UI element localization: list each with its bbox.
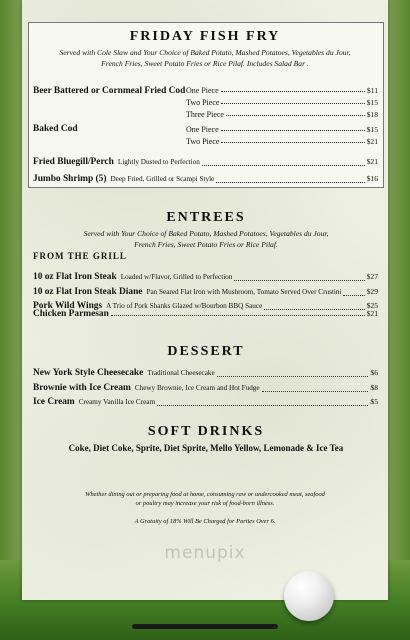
fried-cod-option-1: One Piece $11 xyxy=(186,86,378,95)
entrees-title: ENTREES xyxy=(166,210,246,225)
menu-item-bluegill-perch: Fried Bluegill/Perch Lightly Dusted to Perfection $21 xyxy=(33,157,378,167)
entrees-header xyxy=(32,210,380,250)
menu-item-flat-iron-steak: 10 oz Flat Iron Steak Loaded w/Flavor, Grilled to Perfection $27 xyxy=(33,272,378,282)
soft-drinks-title: SOFT DRINKS xyxy=(147,424,265,439)
menu-item-baked-cod: Baked Cod xyxy=(33,124,78,134)
menu-item-jumbo-shrimp: Jumbo Shrimp (5) Deep Fried, Grilled or Scampi Style $16 xyxy=(33,174,378,184)
menu-item-brownie: Brownie with Ice Cream Chewy Brownie, Ice Cream and Hot Fudge $8 xyxy=(33,383,378,393)
menu-item-fried-cod: Beer Battered or Cornmeal Fried Cod xyxy=(33,86,186,96)
fried-cod-option-2: Two Piece $15 xyxy=(186,98,378,107)
soft-drinks-list: Coke, Diet Coke, Sprite, Diet Sprite, Mello Yellow, Lemonade & Ice Tea xyxy=(68,443,344,453)
food-safety-warning: Whether dining out or preparing food at home, consuming raw or undercooked meat, seafood or poultry may increase your risk of food-born illness. xyxy=(85,491,325,507)
fish-fry-subtitle-2: French Fries, Sweet Potato Fries or Rice Pilaf. Includes Salad Bar . xyxy=(101,59,309,68)
fish-fry-title: FRIDAY FISH FRY xyxy=(129,29,281,44)
baked-cod-option-1: One Piece $15 xyxy=(186,125,378,134)
gratuity-note: A Gratuity of 18% Will Be Charged for Parties Over 6. xyxy=(134,518,276,525)
dessert-title: DESSERT xyxy=(167,344,245,359)
home-indicator-bar[interactable] xyxy=(132,624,278,629)
menu-item-pork-wild-wings: Pork Wild Wings A Trio of Pork Shanks Glazed w/Bourbon BBQ Sauce $25 xyxy=(33,301,378,311)
from-the-grill-heading: FROM THE GRILL xyxy=(33,251,127,261)
dessert-header xyxy=(32,344,380,360)
menu-item-chicken-parmesan: Chicken Parmesan $21 xyxy=(33,309,378,319)
baked-cod-option-2: Two Piece $21 xyxy=(186,137,378,146)
menupix-watermark: menupix xyxy=(164,543,246,563)
soft-drinks-header xyxy=(32,424,380,453)
golf-ball-image xyxy=(284,571,334,621)
fish-fry-subtitle-1: Served with Cole Slaw and Your Choice of Baked Potato, Mashed Potatoes, Vegetables du Jour, xyxy=(59,48,351,57)
entrees-subtitle-2: French Fries, Sweet Potato Fries or Rice Pilaf. xyxy=(134,240,278,249)
fried-cod-option-3: Three Piece $18 xyxy=(186,110,378,119)
entrees-subtitle-1: Served with Your Choice of Baked Potato, Mashed Potatoes, Vegetables du Jour, xyxy=(83,229,329,238)
menu-item-steak-diane: 10 oz Flat Iron Steak Diane Pan Seared Flat Iron with Mushroom, Tomato Served Over Crustini $29 xyxy=(33,287,378,297)
menu-item-ice-cream: Ice Cream Creamy Vanilla Ice Cream $5 xyxy=(33,397,378,407)
menu-item-cheesecake: New York Style Cheesecake Traditional Cheesecake $6 xyxy=(33,368,378,378)
